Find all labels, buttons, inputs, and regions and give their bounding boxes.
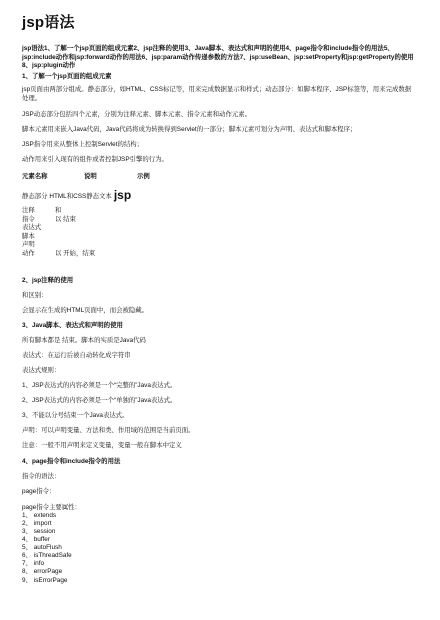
section-1-paragraph-5: 动作用来引入现有的组件或者控制JSP引擎的行为。 bbox=[22, 156, 168, 163]
table-header-example: 示例 bbox=[137, 173, 150, 180]
section-1-paragraph-4: JSP指令用来从整体上控制Servlet的结构； bbox=[22, 141, 144, 148]
list-item: 3、 session bbox=[22, 528, 56, 536]
table-row bbox=[22, 207, 417, 216]
table-cell-name: 脚本 bbox=[22, 232, 35, 240]
section-3-paragraph-7: 声明：可以声明变量、方法和类、作用域的范围是当前页面。 bbox=[22, 427, 195, 434]
section-4-paragraph-2: page指令： bbox=[22, 488, 56, 495]
list-item: 8、 errorPage bbox=[22, 568, 63, 576]
section-3-paragraph-8: 注意：一般不用声明来定义变量，变量一般在脚本中定义 bbox=[22, 442, 182, 449]
table-header-name: 元素名称 bbox=[22, 173, 48, 180]
section-3-paragraph-3: 表达式规则： bbox=[22, 367, 61, 374]
table-row bbox=[22, 216, 417, 225]
section-3-paragraph-6: 3、不能以分号结束一个Java表达式。 bbox=[22, 412, 129, 419]
list-item: 2、 import bbox=[22, 520, 52, 528]
table-header bbox=[22, 173, 417, 182]
table-cell-name: 注释 bbox=[22, 207, 35, 214]
section-4-heading: 4、page指令和include指令的用法 bbox=[22, 458, 121, 465]
section-4-paragraph-1: 指令的语法： bbox=[22, 473, 61, 480]
table-cell-name: 指令 bbox=[22, 215, 35, 223]
section-3-paragraph-5: 2、JSP表达式的内容必须是一个“单独的”Java表达式。 bbox=[22, 397, 177, 404]
table-row bbox=[22, 241, 417, 250]
section-1-paragraph-1: jsp页面由两部分组成。静态部分，如HTML、CSS标记等，用来完成数据显示和样式；动态部分：如脚本程序、JSP标签等，用来完成数据处理。 bbox=[22, 86, 412, 102]
list-item: 5、 autoFlush bbox=[22, 544, 62, 552]
section-2-paragraph-2: 会显示在生成的HTML页面中，而会被隐藏。 bbox=[22, 307, 149, 314]
intro-paragraph bbox=[22, 45, 417, 71]
table-header-desc: 说明 bbox=[84, 173, 97, 180]
section-2-heading: 2、jsp注释的使用 bbox=[22, 277, 74, 284]
table-rows bbox=[22, 207, 417, 259]
table-row-static-text: 静态部分 HTML和CSS静态文本 bbox=[22, 193, 112, 200]
section-3-paragraph-4: 1、JSP表达式的内容必须是一个“完整的”Java表达式。 bbox=[22, 382, 177, 389]
list-item: 1、 extends bbox=[22, 512, 57, 519]
list-item: 4、 buffer bbox=[22, 536, 50, 544]
list-item: 6、 isThreadSafe bbox=[22, 552, 72, 560]
table-cell-name: 动作 bbox=[22, 249, 35, 257]
intro-text: jsp语法1、了解一个jsp页面的组成元素2、jsp注释的使用3、Java脚本、表达式和声明的使用4、page指令和include指令的用法5、jsp:include动作和jsp:forward动作的用法6、jsp:param动作传递参数的方法7、jsp:useBean、jsp:setProperty和jsp:getProperty的使用8、jsp:plugin动作 bbox=[22, 45, 414, 70]
table-cell-desc: 和 bbox=[55, 207, 62, 214]
list-item: 7、 info bbox=[22, 560, 45, 568]
table-row bbox=[22, 224, 417, 233]
table-cell-name: 表达式 bbox=[22, 224, 42, 232]
section-2-paragraph-1: 和区别： bbox=[22, 292, 48, 299]
table-row bbox=[22, 233, 417, 242]
table-row-static bbox=[22, 187, 417, 203]
section-1-paragraph-3: 脚本元素用来嵌入Java代码，Java代码将成为转换得到Servlet的一部分；脚本元素可划分为声明、表达式和脚本程序； bbox=[22, 126, 357, 133]
table-cell-desc: 以 开始，结束 bbox=[55, 249, 96, 257]
table-row bbox=[22, 250, 417, 259]
section-4-paragraph-3: page指令主要属性： bbox=[22, 504, 81, 511]
section-1-heading: 1、了解一个jsp页面的组成元素 bbox=[22, 73, 112, 80]
table-cell-desc: 以 结束 bbox=[55, 215, 76, 223]
section-3-paragraph-1: 所有脚本都是 结束。脚本的实质是Java代码 bbox=[22, 337, 146, 344]
page-title: jsp语法 bbox=[22, 14, 75, 31]
table-row-static-example: jsp bbox=[113, 188, 132, 202]
list-item: 9、 isErrorPage bbox=[22, 576, 68, 584]
section-3-paragraph-2: 表达式：在运行后被自动转化成字符串 bbox=[22, 352, 131, 359]
page-attribute-list bbox=[22, 512, 417, 585]
section-3-heading: 3、Java脚本、表达式和声明的使用 bbox=[22, 322, 123, 329]
section-1-paragraph-2: JSP动态部分包括四个元素，分别为注释元素、脚本元素、指令元素和动作元素。 bbox=[22, 111, 251, 118]
table-cell-name: 声明 bbox=[22, 241, 35, 249]
